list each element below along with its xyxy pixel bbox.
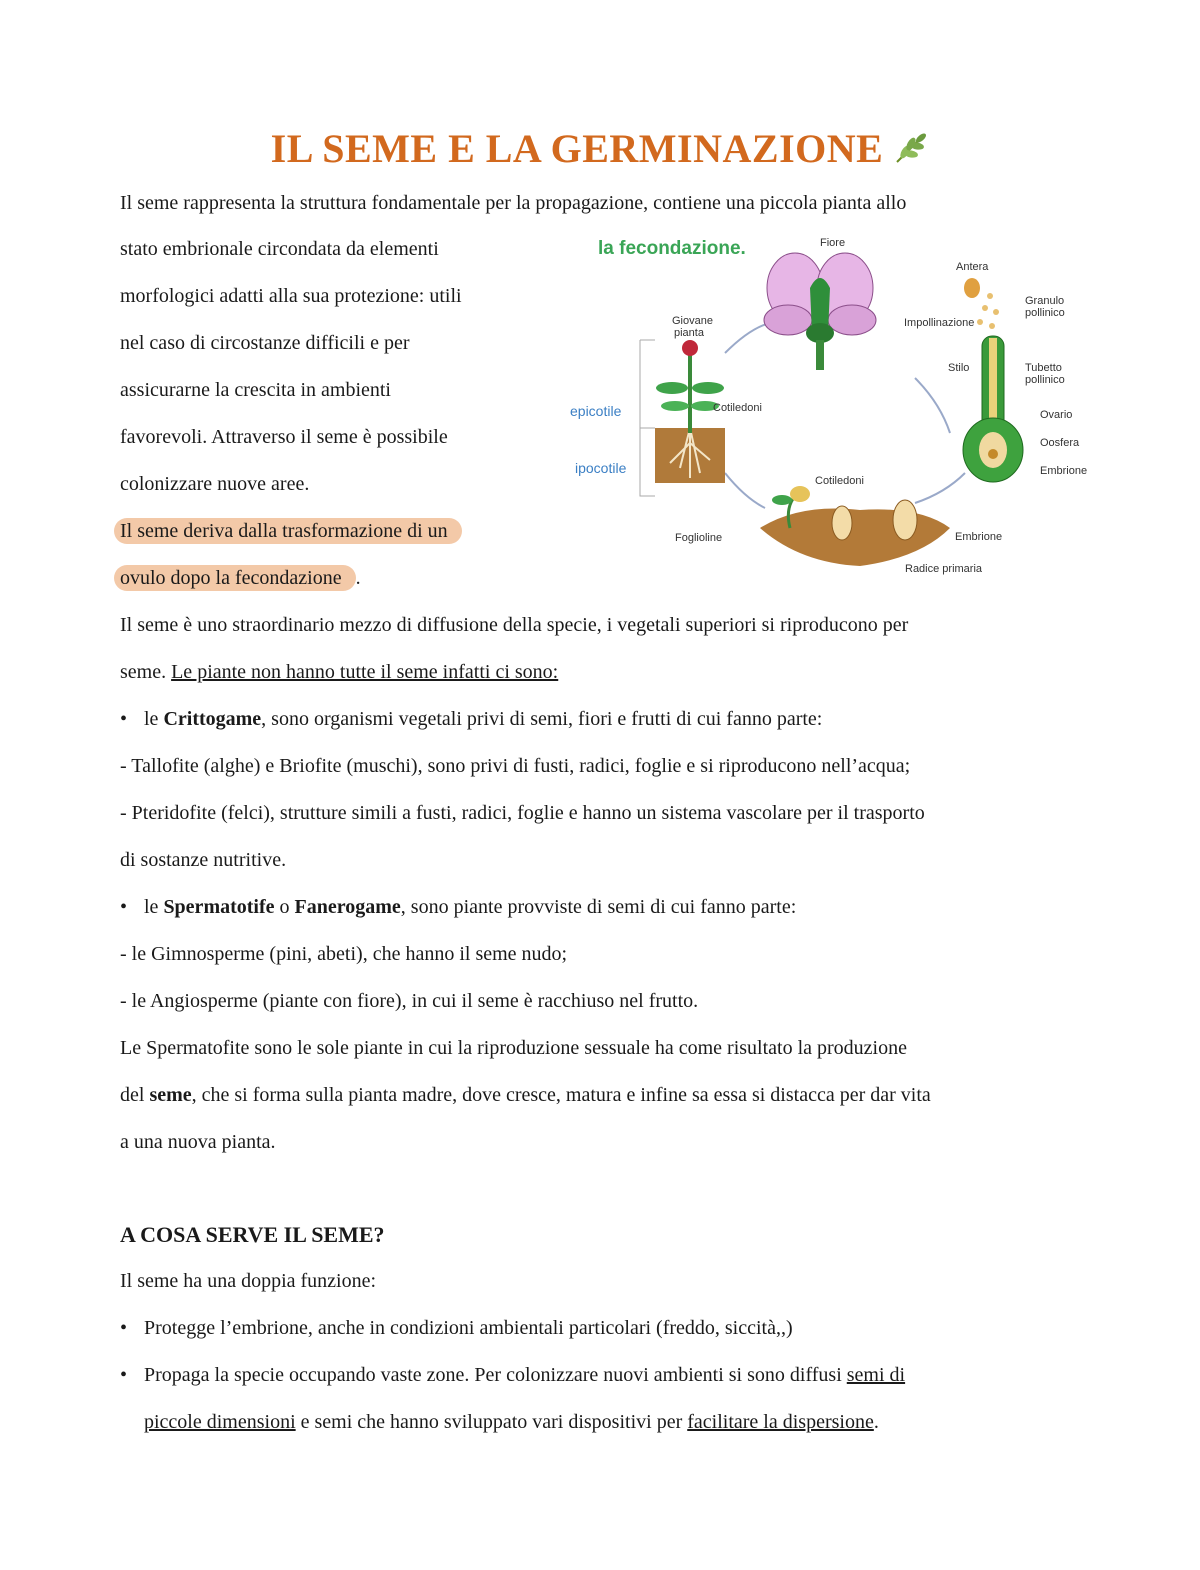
section2-bullet-1 — [120, 1317, 793, 1340]
bullet-dot: • — [120, 1317, 128, 1339]
label-antera: Antera — [956, 261, 989, 273]
fecondazione-diagram — [560, 228, 1100, 583]
label-fiore: Fiore — [820, 237, 846, 249]
body-line-p2a: Le Spermatofite sono le sole piante in cui la riproduzione sessuale ha come risultato la produzione — [120, 1037, 907, 1059]
anther — [964, 278, 980, 298]
label-oosfera: Oosfera — [1040, 437, 1080, 449]
label-embrione-2: Embrione — [955, 531, 1003, 543]
label-tubetto-2: pollinico — [1025, 374, 1065, 386]
bullet-dot: • — [120, 708, 128, 730]
body-line-2-prefix: seme. — [120, 661, 172, 683]
dash-line-pteridofite-cont: di sostanze nutritive. — [120, 849, 287, 871]
label-granulo-2: pollinico — [1025, 307, 1065, 319]
label-giovane-2: pianta — [674, 327, 704, 339]
bullet-spermatofite-mid: o — [274, 896, 295, 918]
bullet-crittogame-prefix: le — [144, 708, 164, 730]
intro-line-7: colonizzare nuove aree. — [120, 473, 310, 495]
section2-intro: Il seme ha una doppia funzione: — [120, 1270, 377, 1292]
highlight-text-1: Il seme deriva dalla trasformazione di un — [114, 518, 462, 544]
dash-line-tallofite: - Tallofite (alghe) e Briofite (muschi), sono privi di fusti, radici, foglie e si riproducono nell’acqua; — [120, 755, 911, 777]
label-giovane-1: Giovane — [672, 315, 713, 327]
label-tubetto-1: Tubetto — [1025, 362, 1062, 374]
label-epicotile: epicotile — [570, 403, 622, 419]
label-cotiledoni-a: Cotiledoni — [713, 402, 762, 414]
intro-line-2: stato embrionale circondata da elementi — [120, 238, 439, 260]
cycle-arrow-4 — [725, 473, 765, 508]
section2-bullet-1-text: Protegge l’embrione, anche in condizioni ambientali particolari (freddo, siccità,,) — [144, 1317, 793, 1339]
page-title — [0, 125, 1200, 176]
diagram-heading: la fecondazione. — [598, 238, 746, 259]
term-fanerogame: Fanerogame — [294, 896, 401, 918]
dash-line-gimnosperme: - le Gimnosperme (pini, abeti), che hanno il seme nudo; — [120, 943, 568, 965]
highlight-line-1 — [120, 520, 462, 543]
section2-bullet-2-cont — [144, 1411, 879, 1434]
term-seme: seme — [149, 1084, 192, 1106]
underlined-piccole-dimensioni: piccole dimensioni — [144, 1411, 296, 1433]
intro-line-6: favorevoli. Attraverso il seme è possibile — [120, 426, 448, 448]
label-stilo: Stilo — [948, 362, 970, 374]
term-crittogame: Crittogame — [163, 708, 262, 730]
label-ovario: Ovario — [1040, 409, 1073, 421]
label-cotiledoni-b: Cotiledoni — [815, 475, 864, 487]
body-line-1: Il seme è uno straordinario mezzo di diffusione della specie, i vegetali superiori si riproducono per — [120, 614, 909, 636]
body-line-2-underlined: Le piante non hanno tutte il seme infatti ci sono: — [171, 661, 559, 683]
label-foglioline: Foglioline — [675, 532, 723, 544]
cycle-arrow-2 — [915, 378, 950, 433]
highlight-period: . — [355, 567, 361, 589]
cycle-arrow-3 — [915, 473, 965, 503]
bullet-dot: • — [120, 1364, 128, 1386]
underlined-facilitare-dispersione: facilitare la dispersione — [687, 1411, 874, 1433]
title-text: IL SEME E LA GERMINAZIONE — [270, 126, 884, 171]
bullet-spermatofite — [120, 896, 796, 919]
flower-illustration — [764, 253, 876, 370]
intro-line-5: assicurarne la crescita in ambienti — [120, 379, 391, 401]
section-heading: A COSA SERVE IL SEME? — [120, 1222, 385, 1247]
leaf-icon — [891, 129, 929, 176]
bullet-spermatofite-prefix: le — [144, 896, 164, 918]
bullet-dot: • — [120, 896, 128, 918]
highlight-line-2 — [120, 567, 361, 590]
bullet-spermatofite-text: , sono piante provviste di semi di cui fanno parte: — [400, 896, 797, 918]
term-spermatotife: Spermatotife — [163, 896, 275, 918]
section2-bullet-2 — [120, 1364, 905, 1387]
body-line-p2b-prefix: del — [120, 1084, 150, 1106]
pistil-illustration — [963, 336, 1023, 482]
intro-line-4: nel caso di circostanze difficili e per — [120, 332, 410, 354]
intro-line-1: Il seme rappresenta la struttura fondamentale per la propagazione, contiene una piccola pianta allo — [120, 192, 907, 214]
highlight-text-2: ovulo dopo la fecondazione — [114, 565, 356, 591]
body-line-p2c: a una nuova pianta. — [120, 1131, 276, 1153]
label-ipocotile: ipocotile — [575, 460, 627, 476]
body-line-p2b — [120, 1084, 931, 1107]
underlined-semi-di: semi di — [846, 1364, 906, 1386]
section2-bullet-2-mid: e semi che hanno sviluppato vari dispositivi per — [295, 1411, 688, 1433]
bullet-crittogame-text: , sono organismi vegetali privi di semi, fiori e frutti di cui fanno parte: — [261, 708, 823, 730]
dash-line-angiosperme: - le Angiosperme (piante con fiore), in cui il seme è racchiuso nel frutto. — [120, 990, 699, 1012]
section2-bullet-2-period: . — [873, 1411, 879, 1433]
section2-bullet-2-text: Propaga la specie occupando vaste zone. Per colonizzare nuovi ambienti si sono diffusi — [144, 1364, 847, 1386]
dash-line-pteridofite: - Pteridofite (felci), strutture simili a fusti, radici, foglie e hanno un sistema vascolare per il trasporto — [120, 802, 925, 824]
label-radice-primaria: Radice primaria — [905, 563, 983, 575]
label-embrione: Embrione — [1040, 465, 1088, 477]
label-granulo-1: Granulo — [1025, 295, 1065, 307]
body-line-p2b-text: , che si forma sulla pianta madre, dove cresce, matura e infine sa essa si distacca per dar vita — [191, 1084, 931, 1106]
seed-soil-illustration — [760, 486, 950, 566]
body-line-2 — [120, 661, 558, 684]
intro-line-3: morfologici adatti alla sua protezione: utili — [120, 285, 462, 307]
bullet-crittogame — [120, 708, 822, 731]
cycle-arrow-1 — [725, 323, 770, 353]
label-impollinazione: Impollinazione — [904, 317, 975, 329]
